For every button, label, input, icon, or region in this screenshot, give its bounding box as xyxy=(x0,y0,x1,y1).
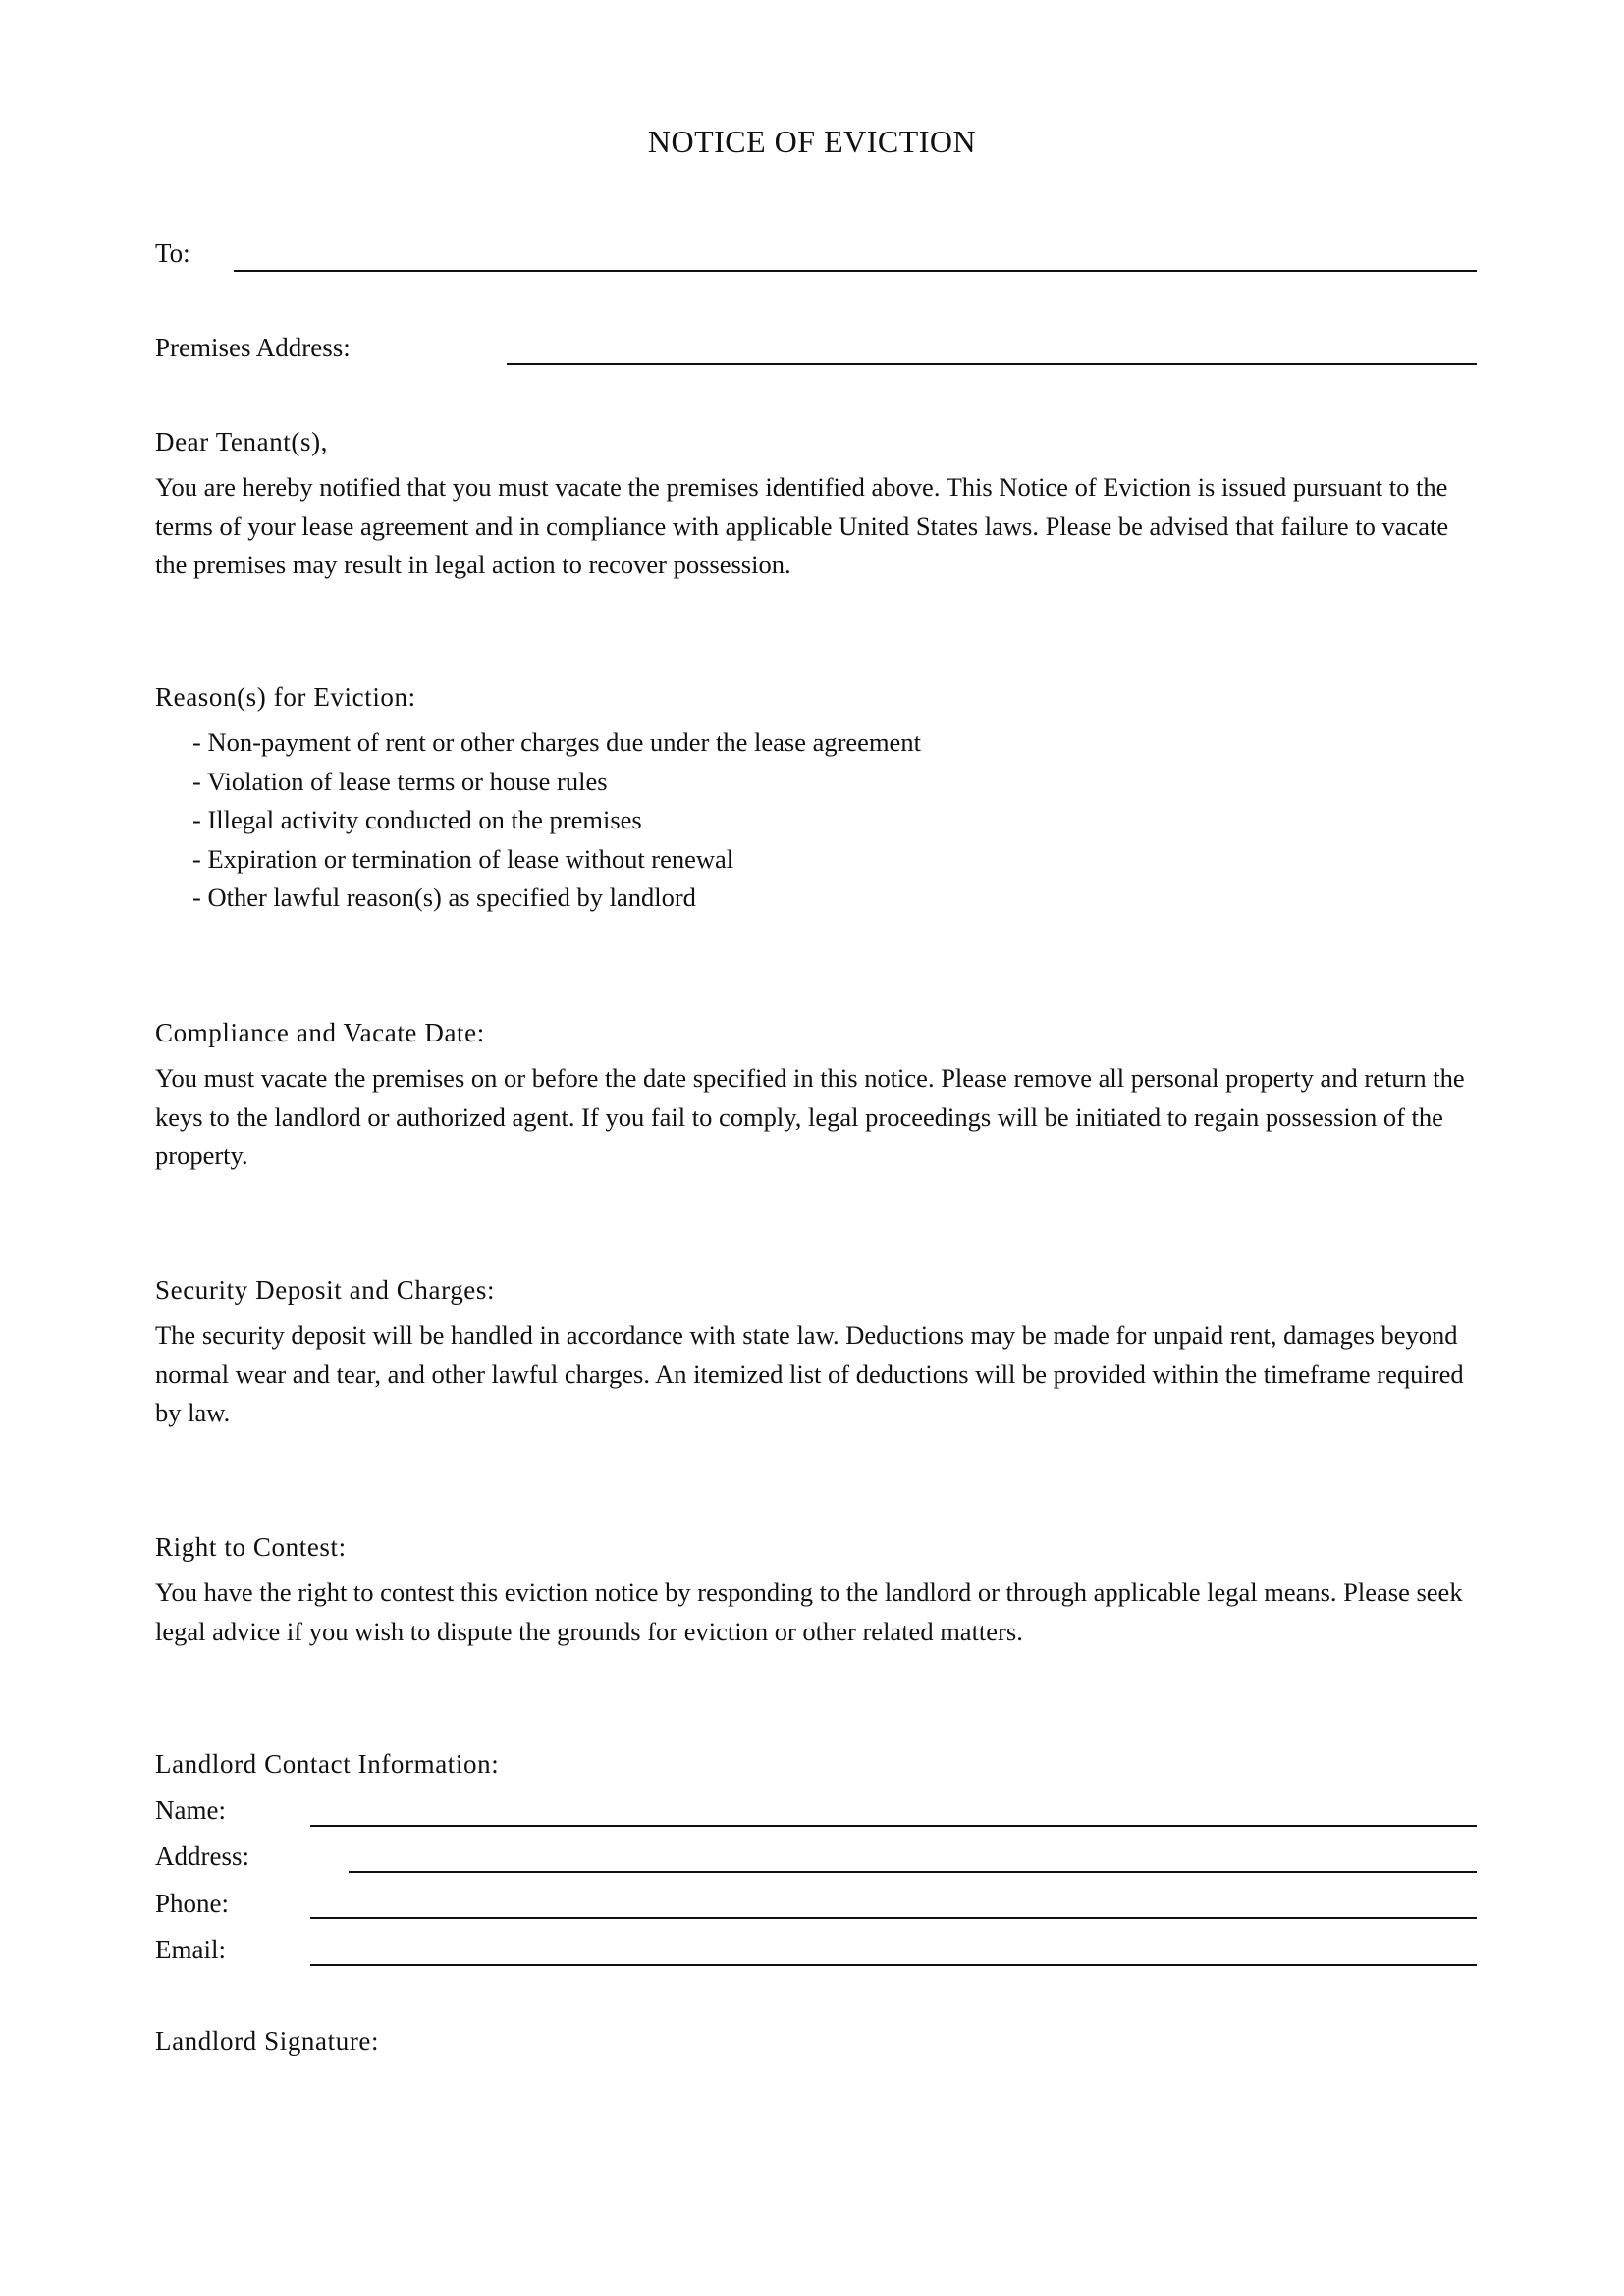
deposit-heading: Security Deposit and Charges: xyxy=(155,1275,496,1305)
contact-address-field-line[interactable] xyxy=(349,1871,1477,1873)
premises-address-field-line[interactable] xyxy=(507,363,1477,365)
list-item: - Illegal activity conducted on the premises xyxy=(192,805,642,834)
list-item: - Non-payment of rent or other charges due under the lease agreement xyxy=(192,727,921,757)
compliance-text: You must vacate the premises on or before the date specified in this notice. Please remove all personal property and return the keys to the landlord or authorized agent. If you fail to comply, legal proceedings will be initiated to regain possession of the property. xyxy=(155,1063,1465,1170)
intro-paragraph xyxy=(155,468,1476,585)
deposit-text: The security deposit will be handled in accordance with state law. Deductions may be made for unpaid rent, damages beyond normal wear and tear, and other lawful charges. An itemized list of deductions will be provided within the timeframe required by law. xyxy=(155,1320,1464,1427)
reasons-list xyxy=(192,723,921,918)
to-field-line[interactable] xyxy=(234,270,1477,272)
intro-text: You are hereby notified that you must vacate the premises identified above. This Notice of Eviction is issued pursuant to the terms of your lease agreement and in compliance with applicable United States laws. Please be advised that failure to vacate the premises may result in legal action to recover possession. xyxy=(155,472,1449,579)
contact-name-label: Name: xyxy=(155,1795,226,1825)
contact-heading: Landlord Contact Information: xyxy=(155,1749,500,1779)
document-title: NOTICE OF EVICTION xyxy=(647,124,977,159)
contest-paragraph xyxy=(155,1574,1476,1651)
premises-address-label: Premises Address: xyxy=(155,333,351,362)
reasons-heading: Reason(s) for Eviction: xyxy=(155,682,416,712)
contact-email-field-line[interactable] xyxy=(310,1964,1477,1966)
signature-label: Landlord Signature: xyxy=(155,2026,380,2056)
list-item: - Other lawful reason(s) as specified by landlord xyxy=(192,882,696,912)
greeting: Dear Tenant(s), xyxy=(155,427,329,456)
to-label: To: xyxy=(155,239,190,268)
contact-address-label: Address: xyxy=(155,1842,249,1871)
list-item: - Violation of lease terms or house rules xyxy=(192,766,608,796)
contact-phone-field-line[interactable] xyxy=(310,1917,1477,1919)
contact-name-field-line[interactable] xyxy=(310,1825,1477,1827)
contact-phone-label: Phone: xyxy=(155,1889,230,1918)
compliance-paragraph xyxy=(155,1059,1476,1176)
list-item: - Expiration or termination of lease without renewal xyxy=(192,843,734,874)
contest-heading: Right to Contest: xyxy=(155,1532,347,1562)
compliance-heading: Compliance and Vacate Date: xyxy=(155,1018,485,1047)
deposit-paragraph xyxy=(155,1316,1476,1433)
contest-text: You have the right to contest this eviction notice by responding to the landlord or through applicable legal means. Please seek legal advice if you wish to dispute the grounds for eviction or other related matters. xyxy=(155,1577,1463,1646)
contact-email-label: Email: xyxy=(155,1935,226,1964)
